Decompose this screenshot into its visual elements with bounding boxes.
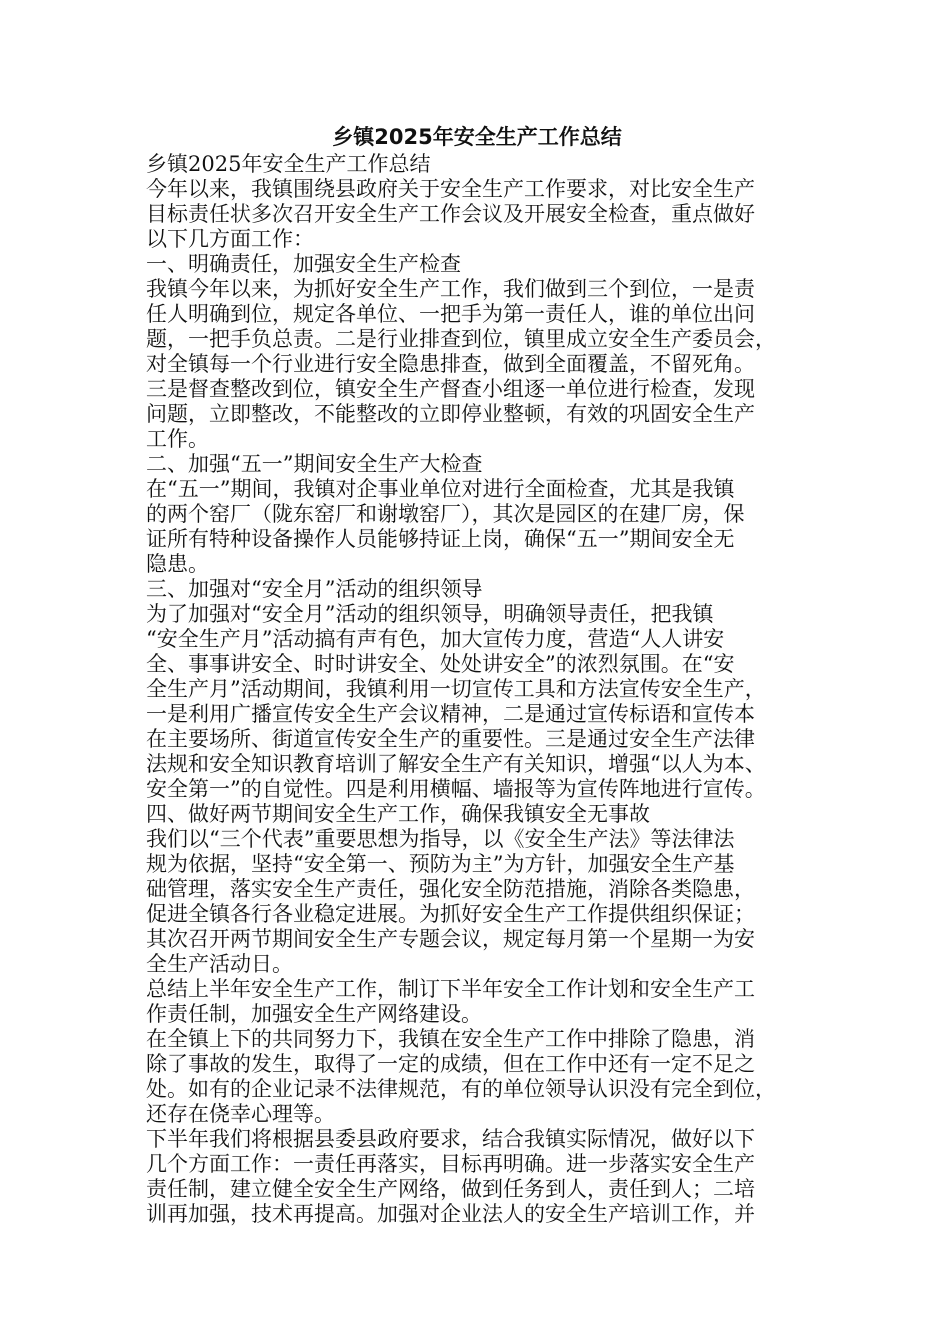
document-line: 三是督查整改到位，镇安全生产督查小组逐一单位进行检查，发现 [146,377,755,401]
document-line: 全生产活动日。 [146,952,293,976]
document-line: 目标责任状多次召开安全生产工作会议及开展安全检查，重点做好 [146,202,755,226]
document-line: 的两个窑厂（陇东窑厂和谢墩窑厂），其次是园区的在建厂房，保 [146,502,745,526]
document-line: 还存在侥幸心理等。 [146,1102,335,1126]
document-line: 今年以来，我镇围绕县政府关于安全生产工作要求，对比安全生产 [146,177,755,201]
document-line: 几个方面工作：一责任再落实，目标再明确。进一步落实安全生产 [146,1152,755,1176]
document-line: 为了加强对“安全月”活动的组织领导，明确领导责任，把我镇 [146,602,714,626]
document-line: 规为依据，坚持“安全第一、预防为主”为方针，加强安全生产基 [146,852,735,876]
document-line: 作责任制，加强安全生产网络建设。 [146,1002,482,1026]
document-line: 础管理，落实安全生产责任，强化安全防范措施，消除各类隐患， [146,877,755,901]
document-line: 对全镇每一个行业进行安全隐患排查，做到全面覆盖，不留死角。 [146,352,755,376]
document-line: 总结上半年安全生产工作，制订下半年安全工作计划和安全生产工 [146,977,755,1001]
document-title: 乡镇2025年安全生产工作总结 [332,125,622,149]
document-line: 在“五一”期间，我镇对企事业单位对进行全面检查，尤其是我镇 [146,477,735,501]
document-line: 安全第一”的自觉性。四是利用横幅、墙报等为宣传阵地进行宣传。 [146,777,766,801]
document-content [146,122,808,1227]
document-line: 题，一把手负总责。二是行业排查到位，镇里成立安全生产委员会， [146,327,776,351]
document-line: 训再加强，技术再提高。加强对企业法人的安全生产培训工作，并 [146,1202,755,1226]
document-line: 我们以“三个代表”重要思想为指导，以《安全生产法》等法律法 [146,827,735,851]
document-line: 四、做好两节期间安全生产工作，确保我镇安全无事故 [146,802,650,826]
document-line: 全、事事讲安全、时时讲安全、处处讲安全”的浓烈氛围。在“安 [146,652,735,676]
document-line: 在全镇上下的共同努力下，我镇在安全生产工作中排除了隐患，消 [146,1027,755,1051]
document-line: 法规和安全知识教育培训了解安全生产有关知识，增强“以人为本、 [146,752,766,776]
document-line: 工作。 [146,427,209,451]
document-line: 促进全镇各行各业稳定进展。为抓好安全生产工作提供组织保证； [146,902,755,926]
document-line: 任人明确到位，规定各单位、一把手为第一责任人，谁的单位出问 [146,302,755,326]
document-line: 全生产月”活动期间，我镇利用一切宣传工具和方法宣传安全生产， [146,677,766,701]
document-body [146,152,808,1227]
document-line: “安全生产月”活动搞有声有色，加大宣传力度，营造“人人讲安 [146,627,725,651]
document-line: 三、加强对“安全月”活动的组织领导 [146,577,483,601]
document-line: 处。如有的企业记录不法律规范，有的单位领导认识没有完全到位， [146,1077,776,1101]
document-line: 一、明确责任，加强安全生产检查 [146,252,461,276]
document-line: 在主要场所、街道宣传安全生产的重要性。三是通过安全生产法律 [146,727,755,751]
document-line: 除了事故的发生，取得了一定的成绩，但在工作中还有一定不足之 [146,1052,755,1076]
document-line: 证所有特种设备操作人员能够持证上岗，确保“五一”期间安全无 [146,527,735,551]
document-line: 二、加强“五一”期间安全生产大检查 [146,452,483,476]
document-line: 一是利用广播宣传安全生产会议精神，二是通过宣传标语和宣传本 [146,702,755,726]
document-line: 下半年我们将根据县委县政府要求，结合我镇实际情况，做好以下 [146,1127,755,1151]
document-line: 问题，立即整改，不能整改的立即停业整顿，有效的巩固安全生产 [146,402,755,426]
document-line: 乡镇2025年安全生产工作总结 [146,152,431,176]
document-line: 以下几方面工作： [146,227,314,251]
document-line: 隐患。 [146,552,209,576]
document-line: 责任制，建立健全安全生产网络，做到任务到人，责任到人；二培 [146,1177,755,1201]
document-line: 我镇今年以来，为抓好安全生产工作，我们做到三个到位，一是责 [146,277,755,301]
document-line: 其次召开两节期间安全生产专题会议，规定每月第一个星期一为安 [146,927,755,951]
